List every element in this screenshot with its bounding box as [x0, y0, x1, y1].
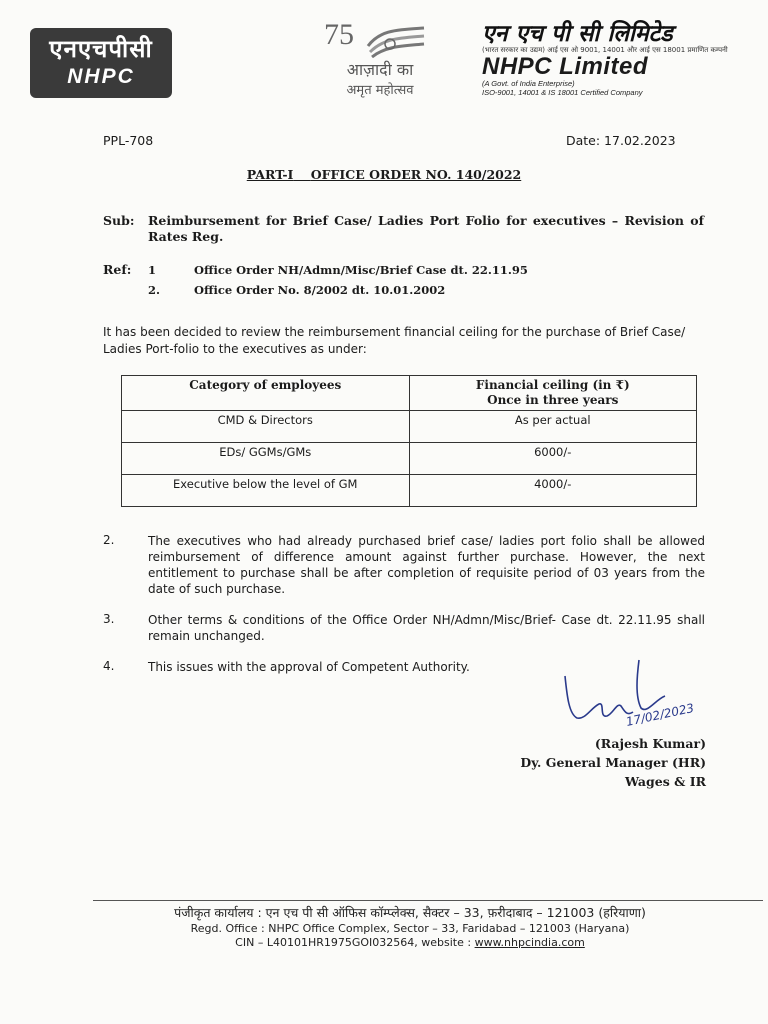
flag-swoosh-icon — [366, 24, 426, 58]
footer-hindi-address: पंजीकृत कार्यालय : एन एच पी सी ऑफिस कॉम्प्लेक्स, सैक्टर – 33, फ़रीदाबाद – 121003 (हरियाणा) — [174, 905, 646, 920]
document-reference: PPL-708 — [103, 133, 154, 148]
footer-divider — [93, 900, 763, 901]
azadi-ka-amrit-mahotsav-emblem — [318, 18, 438, 96]
table-row — [122, 443, 697, 475]
point-number: 2. — [103, 533, 115, 547]
category-cell: Executive below the level of GM — [122, 475, 410, 507]
signatory-name: (Rajesh Kumar) — [594, 736, 706, 751]
point-number: 4. — [103, 659, 115, 673]
ceiling-cell: As per actual — [409, 411, 697, 443]
brand-tagline: (A Govt. of India Enterprise) — [482, 79, 575, 88]
handwritten-signature — [555, 656, 715, 736]
category-cell: EDs/ GGMs/GMs — [122, 443, 410, 475]
signature-date: 17/02/2023 — [624, 700, 696, 729]
column-header-ceiling — [409, 376, 697, 411]
emblem-number: 75 — [324, 18, 354, 51]
emblem-line2: अमृत महोत्सव — [346, 83, 414, 98]
reference-label: Ref: — [103, 262, 132, 277]
signatory-title: Dy. General Manager (HR) — [520, 755, 706, 770]
document-date: Date: 17.02.2023 — [566, 133, 676, 148]
brand-hindi-tagline: (भारत सरकार का उद्यम) आई एस ओ 9001, 14001 और आई एस 18001 प्रमाणित कम्पनी — [482, 46, 728, 54]
reference-item — [148, 263, 528, 277]
brand-certification: ISO-9001, 14001 & IS 18001 Certified Company — [482, 88, 643, 97]
point-text: This issues with the approval of Competent Authority. — [148, 660, 470, 674]
order-title — [0, 167, 768, 182]
footer-registered-office: Regd. Office : NHPC Office Complex, Sector – 33, Faridabad – 121003 (Haryana) — [190, 922, 630, 935]
ceiling-table — [121, 375, 697, 507]
ceiling-header-line1: Financial ceiling (in ₹) — [475, 378, 630, 392]
subject-label: Sub: — [103, 213, 135, 228]
reference-number: 2. — [148, 283, 161, 297]
nhpc-logo — [30, 28, 172, 98]
category-cell: CMD & Directors — [122, 411, 410, 443]
brand-hindi-name: एन एच पी सी लिमिटेड — [482, 21, 673, 47]
logo-latin-text: NHPC — [67, 65, 135, 88]
brand-name: NHPC Limited — [482, 53, 649, 80]
footer-cin: CIN – L40101HR1975GOI032564, website : — [235, 936, 472, 949]
point-number: 3. — [103, 612, 115, 626]
column-header-category: Category of employees — [122, 376, 410, 411]
reference-text: Office Order No. 8/2002 dt. 10.01.2002 — [194, 283, 446, 297]
ceiling-header-line2: Once in three years — [487, 393, 619, 407]
footer-cin-line — [60, 936, 760, 949]
ceiling-cell: 6000/- — [409, 443, 697, 475]
table-row — [122, 411, 697, 443]
reference-number: 1 — [148, 263, 157, 277]
intro-paragraph: It has been decided to review the reimbursement financial ceiling for the purchase of Brief Case/ Ladies Port-folio to the executives as under: — [103, 325, 686, 356]
ceiling-cell: 4000/- — [409, 475, 697, 507]
title-part: PART-I — [246, 167, 294, 182]
reference-text: Office Order NH/Admn/Misc/Brief Case dt. 22.11.95 — [194, 263, 528, 277]
point-text: The executives who had already purchased brief case/ ladies port folio shall be allowed reimbursement of difference amount against further purchase. However, the next entitlement to purchase shall be after completion of requisite period of 03 years from the date of such purchase. — [148, 534, 705, 596]
title-order-number: OFFICE ORDER NO. 140/2022 — [310, 167, 522, 182]
emblem-line1: आज़ादी का — [346, 60, 414, 79]
point-text: Other terms & conditions of the Office Order NH/Admn/Misc/Brief- Case dt. 22.11.95 shall remain unchanged. — [148, 613, 705, 643]
signatory-department: Wages & IR — [624, 774, 706, 789]
signatory-block — [440, 734, 706, 791]
table-row — [122, 475, 697, 507]
company-brand — [482, 16, 742, 97]
website-link[interactable]: www.nhpcindia.com — [474, 936, 585, 949]
table-header-row — [122, 376, 697, 411]
logo-hindi-text: एनएचपीसी — [49, 35, 153, 63]
subject-text: Reimbursement for Brief Case/ Ladies Port Folio for executives – Revision of Rates Reg. — [148, 213, 704, 244]
reference-item — [148, 283, 445, 297]
